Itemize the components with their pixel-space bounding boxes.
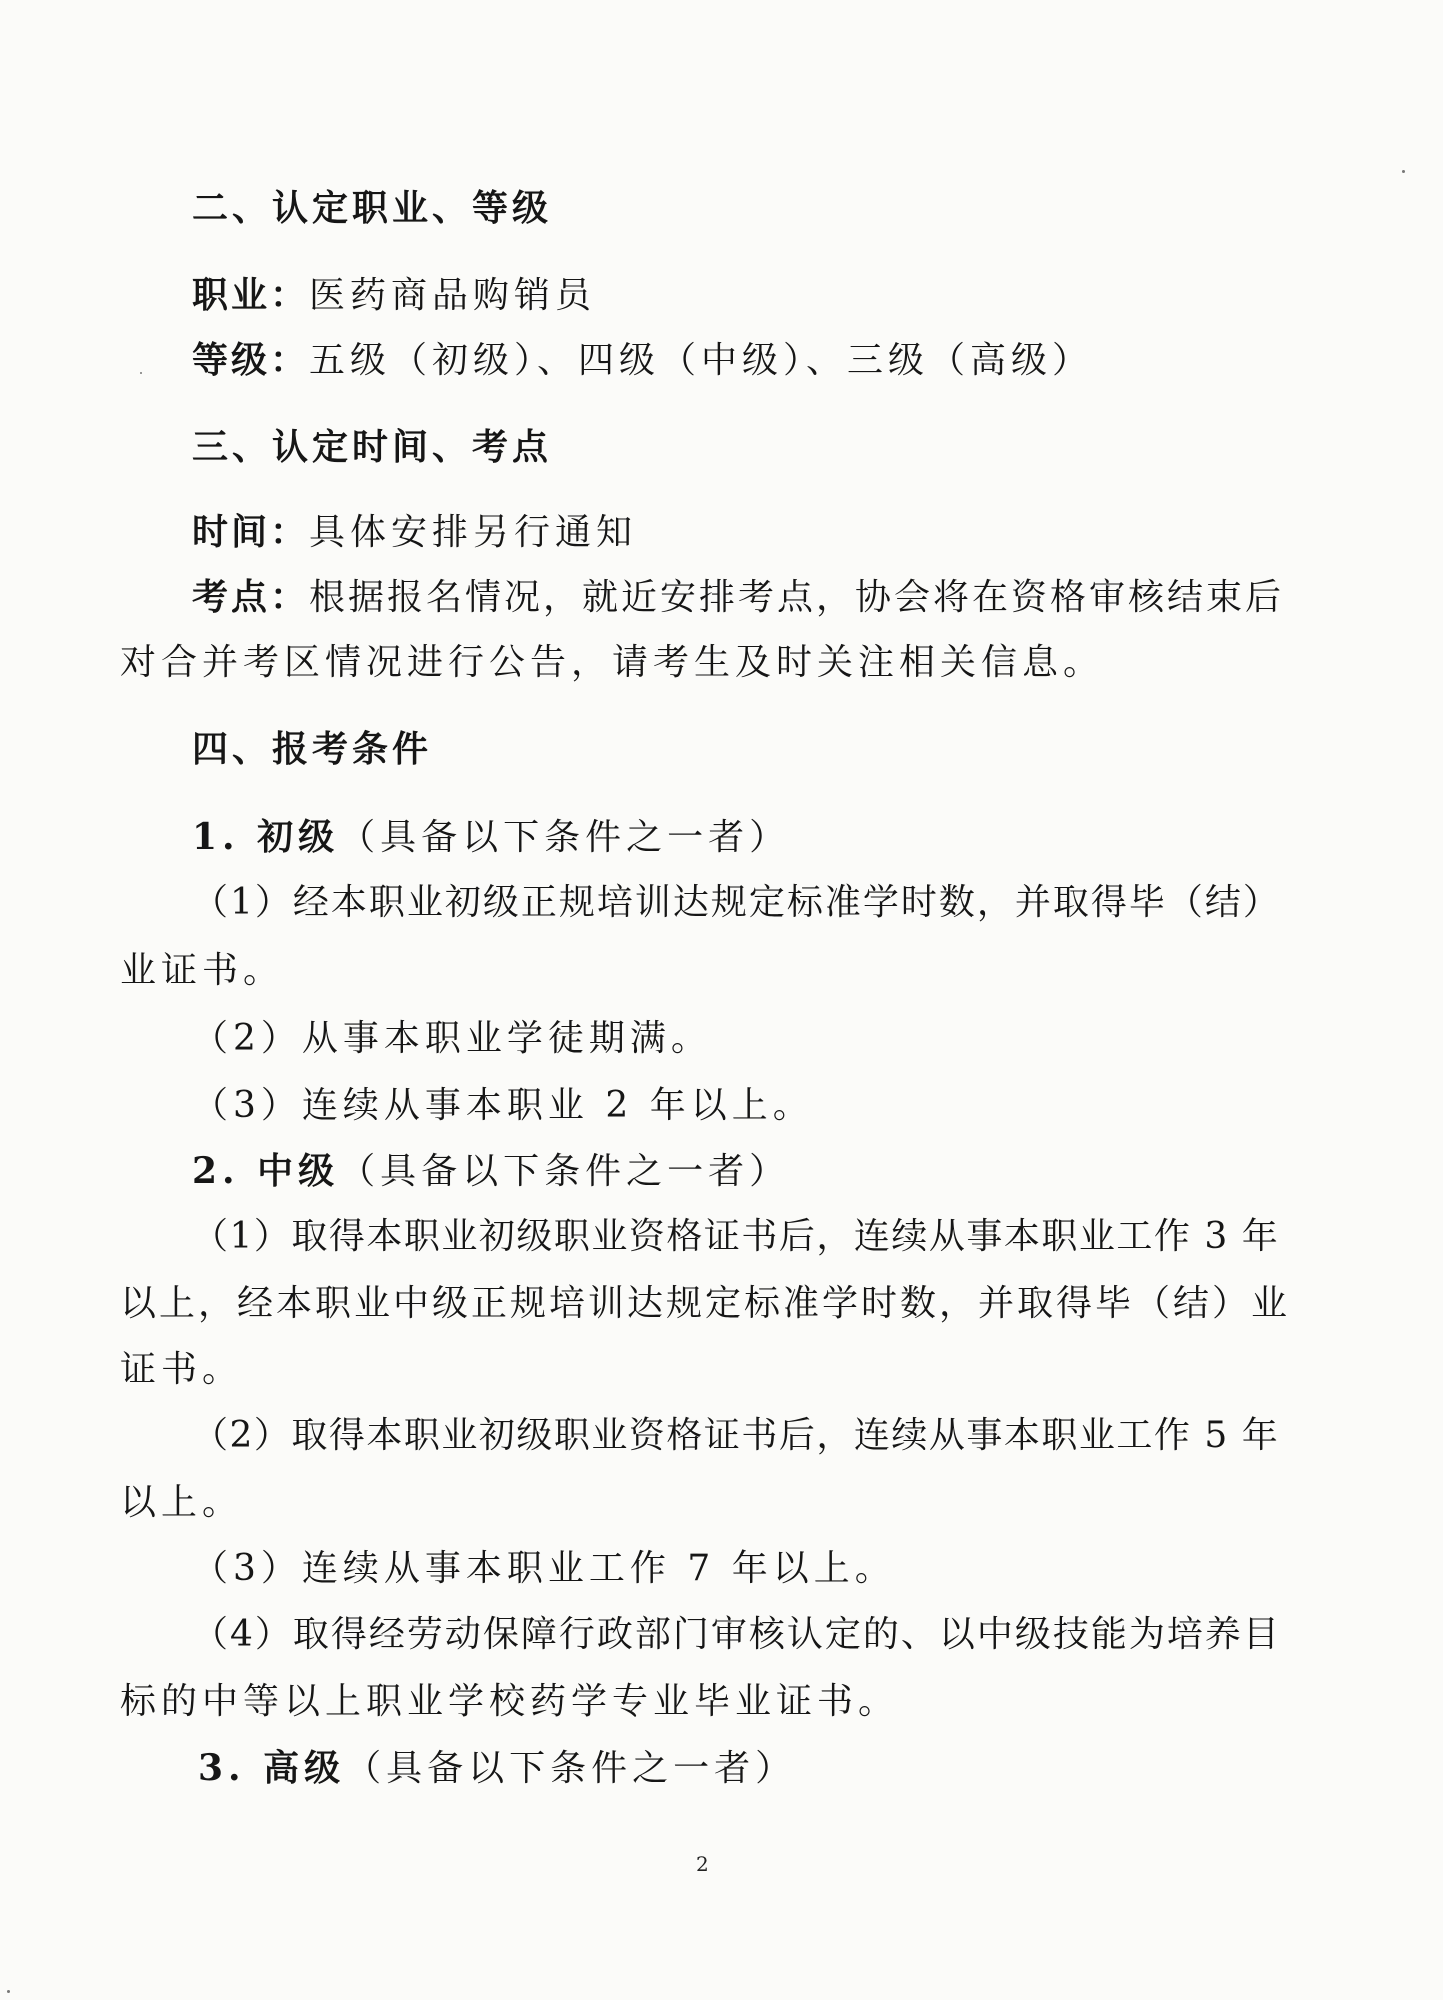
intermediate-item4-line2: 标的中等以上职业学校药学专业毕业证书。 [120, 1681, 900, 1722]
intermediate-item1-line3: 证书。 [120, 1349, 244, 1390]
intermediate-item2-line1: （2）取得本职业初级职业资格证书后，连续从事本职业工作 5 年 [192, 1415, 1280, 1456]
site-line-2: 对合并考区情况进行公告，请考生及时关注相关信息。 [120, 642, 1105, 683]
time-label: 时间： [192, 512, 310, 553]
level-line [192, 338, 1093, 384]
junior-item1-line2: 业证书。 [120, 950, 285, 991]
intermediate-item1-line1: （1）取得本职业初级职业资格证书后，连续从事本职业工作 3 年 [192, 1216, 1280, 1257]
scan-speck [140, 372, 142, 374]
junior-note: （具备以下条件之一者） [339, 817, 791, 858]
junior-item1-line1: （1）经本职业初级正规培训达规定标准学时数，并取得毕（结） [192, 882, 1281, 923]
senior-note: （具备以下条件之一者） [345, 1748, 797, 1789]
site-label: 考点： [192, 577, 310, 618]
intermediate-item4-line1: （4）取得经劳动保障行政部门审核认定的、以中级技能为培养目 [192, 1614, 1281, 1655]
intermediate-label: 2. 中级 [192, 1150, 340, 1192]
section-heading-2: 二、认定职业、等级 [192, 188, 553, 229]
junior-label: 1. 初级 [192, 816, 340, 858]
scan-speck [1402, 170, 1405, 173]
time-line [192, 510, 637, 556]
junior-line [192, 814, 790, 861]
page-number: 2 [696, 1852, 709, 1876]
level-label: 等级： [192, 340, 310, 381]
senior-line [198, 1745, 796, 1792]
intermediate-line [192, 1148, 790, 1195]
scan-speck [7, 1990, 10, 1993]
occupation-value: 医药商品购销员 [309, 275, 597, 316]
site-value-line1: 根据报名情况，就近安排考点，协会将在资格审核结束后 [309, 577, 1285, 618]
level-value: 五级（初级）、四级（中级）、三级（高级） [309, 340, 1094, 381]
occupation-label: 职业： [192, 275, 310, 316]
occupation-line [192, 273, 596, 319]
intermediate-item1-line2: 以上，经本职业中级正规培训达规定标准学时数，并取得毕（结）业 [120, 1283, 1291, 1324]
senior-label: 3. 高级 [198, 1747, 346, 1789]
intermediate-note: （具备以下条件之一者） [339, 1151, 791, 1192]
junior-item3: （3）连续从事本职业 2 年以上。 [192, 1085, 814, 1126]
time-value: 具体安排另行通知 [309, 512, 638, 553]
section-heading-3: 三、认定时间、考点 [192, 427, 553, 468]
intermediate-item2-line2: 以上。 [120, 1482, 244, 1523]
site-line-1 [192, 575, 1285, 621]
intermediate-item3: （3）连续从事本职业工作 7 年以上。 [192, 1548, 896, 1589]
junior-item2: （2）从事本职业学徒期满。 [192, 1018, 712, 1059]
section-heading-4: 四、报考条件 [192, 729, 433, 770]
